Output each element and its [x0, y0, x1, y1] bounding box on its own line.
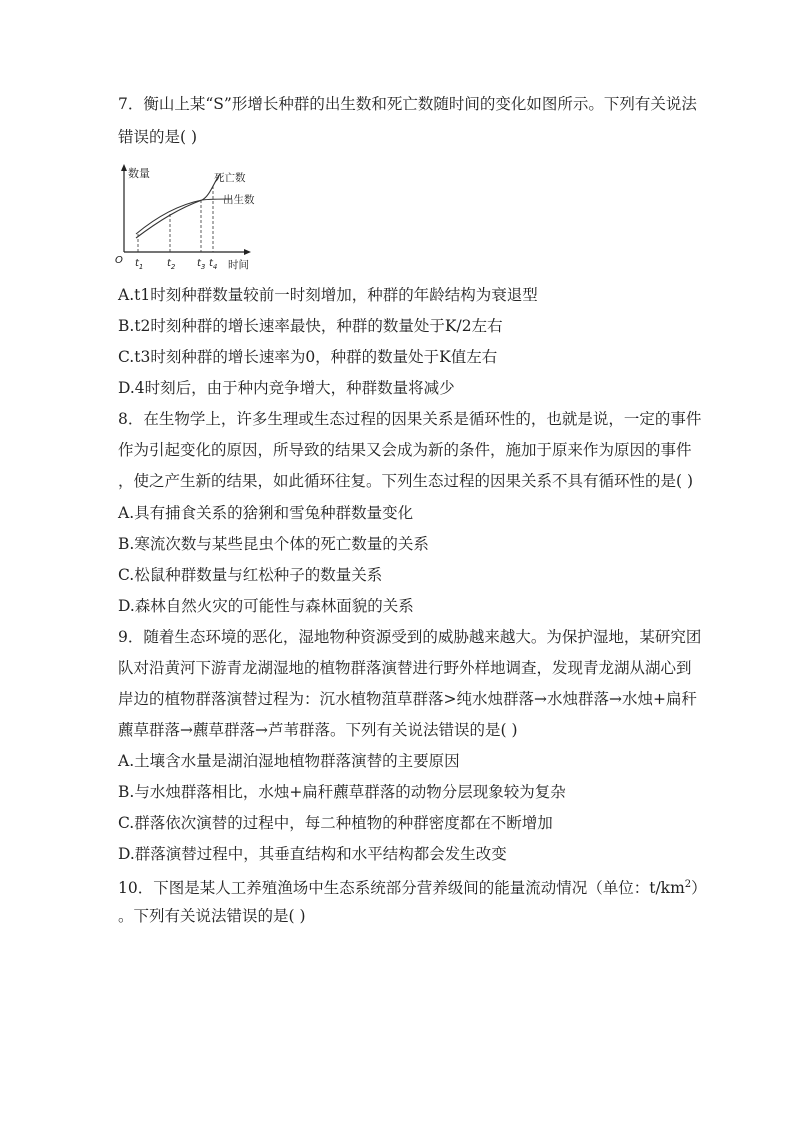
q9-option-a: A.土壤含水量是湖泊湿地植物群落演替的主要原因	[118, 752, 460, 770]
y-axis-label: 数量	[128, 167, 150, 180]
x-axis-arrow	[244, 249, 251, 255]
t2-label: $t_2$	[167, 258, 176, 271]
q10-stem-line2: 。下列有关说法错误的是( )	[118, 907, 306, 925]
q9-option-d: D.群落演替过程中，其垂直结构和水平结构都会发生改变	[118, 845, 507, 863]
q8-option-b: B.寒流次数与某些昆虫个体的死亡数量的关系	[118, 535, 429, 553]
q7-stem-line1: 7．衡山上某“S”形增长种群的出生数和死亡数随时间的变化如图所示。下列有关说法	[118, 95, 697, 113]
q8-option-a: A.具有捕食关系的猞猁和雪兔种群数量变化	[118, 504, 414, 522]
q8-stem-line2: 作为引起变化的原因，所导致的结果又会成为新的条件，施加于原来作为原因的事件	[118, 441, 692, 459]
q9-stem-line3: 岸边的植物群落演替过程为：沉水植物菹草群落>纯水烛群落→水烛群落→水烛+扁秆	[118, 690, 697, 708]
birth-curve	[136, 199, 232, 234]
t4-label: $t_4$	[209, 258, 218, 271]
q10-stem-close: ）	[691, 879, 707, 898]
x-axis-label: 时间	[228, 259, 249, 271]
q8-option-c: C.松鼠种群数量与红松种子的数量关系	[118, 566, 383, 584]
t3-label: $t_3$	[197, 258, 206, 271]
death-label: 死亡数	[214, 172, 246, 184]
q7-option-d: D.4时刻后，由于种内竞争增大，种群数量将减少	[118, 379, 455, 397]
birth-label: 出生数	[223, 194, 255, 206]
q7-stem-line2: 错误的是( )	[118, 128, 198, 146]
death-curve	[136, 174, 220, 238]
q9-stem-line1: 9．随着生态环境的恶化，湿地物种资源受到的威胁越来越大。为保护湿地，某研究团	[118, 628, 702, 646]
q7-option-c: C.t3时刻种群的增长速率为0，种群的数量处于K值左右	[118, 348, 498, 366]
q10-stem-line1	[118, 875, 707, 898]
q9-stem-line4: 藨草群落→藨草群落→芦苇群落。下列有关说法错误的是( )	[118, 721, 518, 739]
q10-stem-text: 10．下图是某人工养殖渔场中生态系统部分营养级间的能量流动情况（单位：t/km	[118, 879, 685, 898]
q10-unit-superscript: 2	[684, 879, 692, 890]
q7-option-b: B.t2时刻种群的增长速率最快，种群的数量处于K/2左右	[118, 317, 503, 335]
t1-label: $t_1$	[135, 258, 144, 271]
q9-stem-line2: 队对沿黄河下游青龙湖湿地的植物群落演替进行野外样地调查，发现青龙湖从湖心到	[118, 659, 692, 677]
q7-option-a: A.t1时刻种群数量较前一时刻增加，种群的年龄结构为衰退型	[118, 286, 538, 304]
q7-population-graph	[110, 162, 270, 277]
y-axis-arrow	[121, 164, 127, 171]
q8-stem-line1: 8．在生物学上，许多生理或生态过程的因果关系是循环性的，也就是说，一定的事件	[118, 410, 702, 428]
origin-label: O	[115, 255, 123, 266]
q8-stem-line3: ，使之产生新的结果，如此循环往复。下列生态过程的因果关系不具有循环性的是( )	[118, 472, 694, 490]
q9-option-c: C.群落依次演替的过程中，每二种植物的种群密度都在不断增加	[118, 814, 553, 832]
q8-option-d: D.森林自然火灾的可能性与森林面貌的关系	[118, 597, 414, 615]
q9-option-b: B.与水烛群落相比，水烛+扁秆藨草群落的动物分层现象较为复杂	[118, 783, 566, 801]
